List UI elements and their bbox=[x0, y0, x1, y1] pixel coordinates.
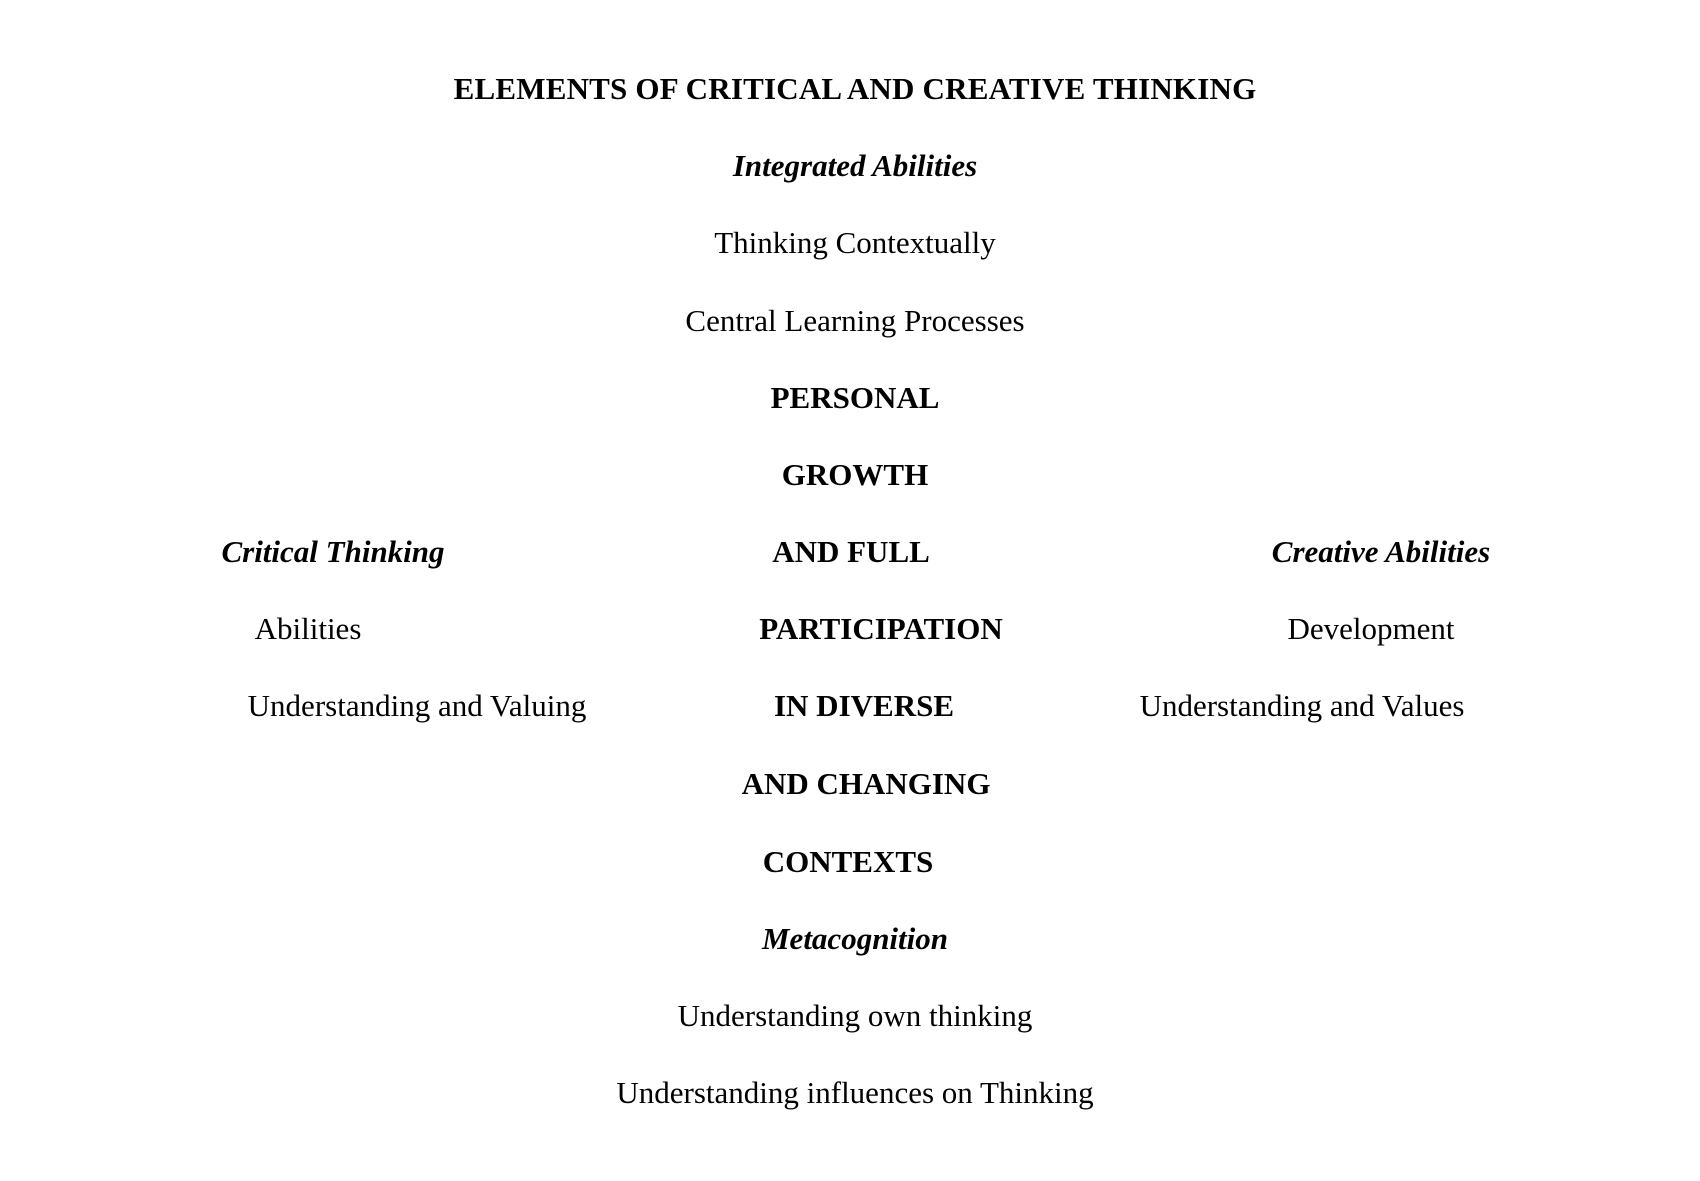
critical-thinking-heading: Critical Thinking bbox=[221, 534, 445, 569]
creative-item-development: Development bbox=[1287, 611, 1455, 646]
creative-item-understanding-values: Understanding and Values bbox=[1139, 688, 1465, 723]
critical-item-understanding-valuing: Understanding and Valuing bbox=[247, 688, 587, 723]
center-line-personal: PERSONAL bbox=[770, 380, 940, 415]
metacognition-item-influences: Understanding influences on Thinking bbox=[616, 1075, 1094, 1110]
center-line-growth: GROWTH bbox=[781, 457, 929, 492]
integrated-item-central-learning: Central Learning Processes bbox=[685, 303, 1025, 338]
metacognition-heading: Metacognition bbox=[761, 921, 949, 956]
integrated-item-thinking-contextually: Thinking Contextually bbox=[714, 225, 996, 260]
center-line-and-full: AND FULL bbox=[772, 534, 930, 569]
creative-abilities-heading: Creative Abilities bbox=[1271, 534, 1491, 569]
center-line-and-changing: AND CHANGING bbox=[741, 766, 991, 801]
center-line-in-diverse: IN DIVERSE bbox=[773, 688, 955, 723]
critical-item-abilities: Abilities bbox=[254, 611, 362, 646]
document-title: ELEMENTS OF CRITICAL AND CREATIVE THINKING bbox=[453, 71, 1257, 106]
center-line-participation: PARTICIPATION bbox=[759, 611, 1003, 646]
integrated-abilities-heading: Integrated Abilities bbox=[732, 148, 978, 183]
center-line-contexts: CONTEXTS bbox=[762, 844, 934, 879]
metacognition-item-own-thinking: Understanding own thinking bbox=[677, 998, 1033, 1033]
